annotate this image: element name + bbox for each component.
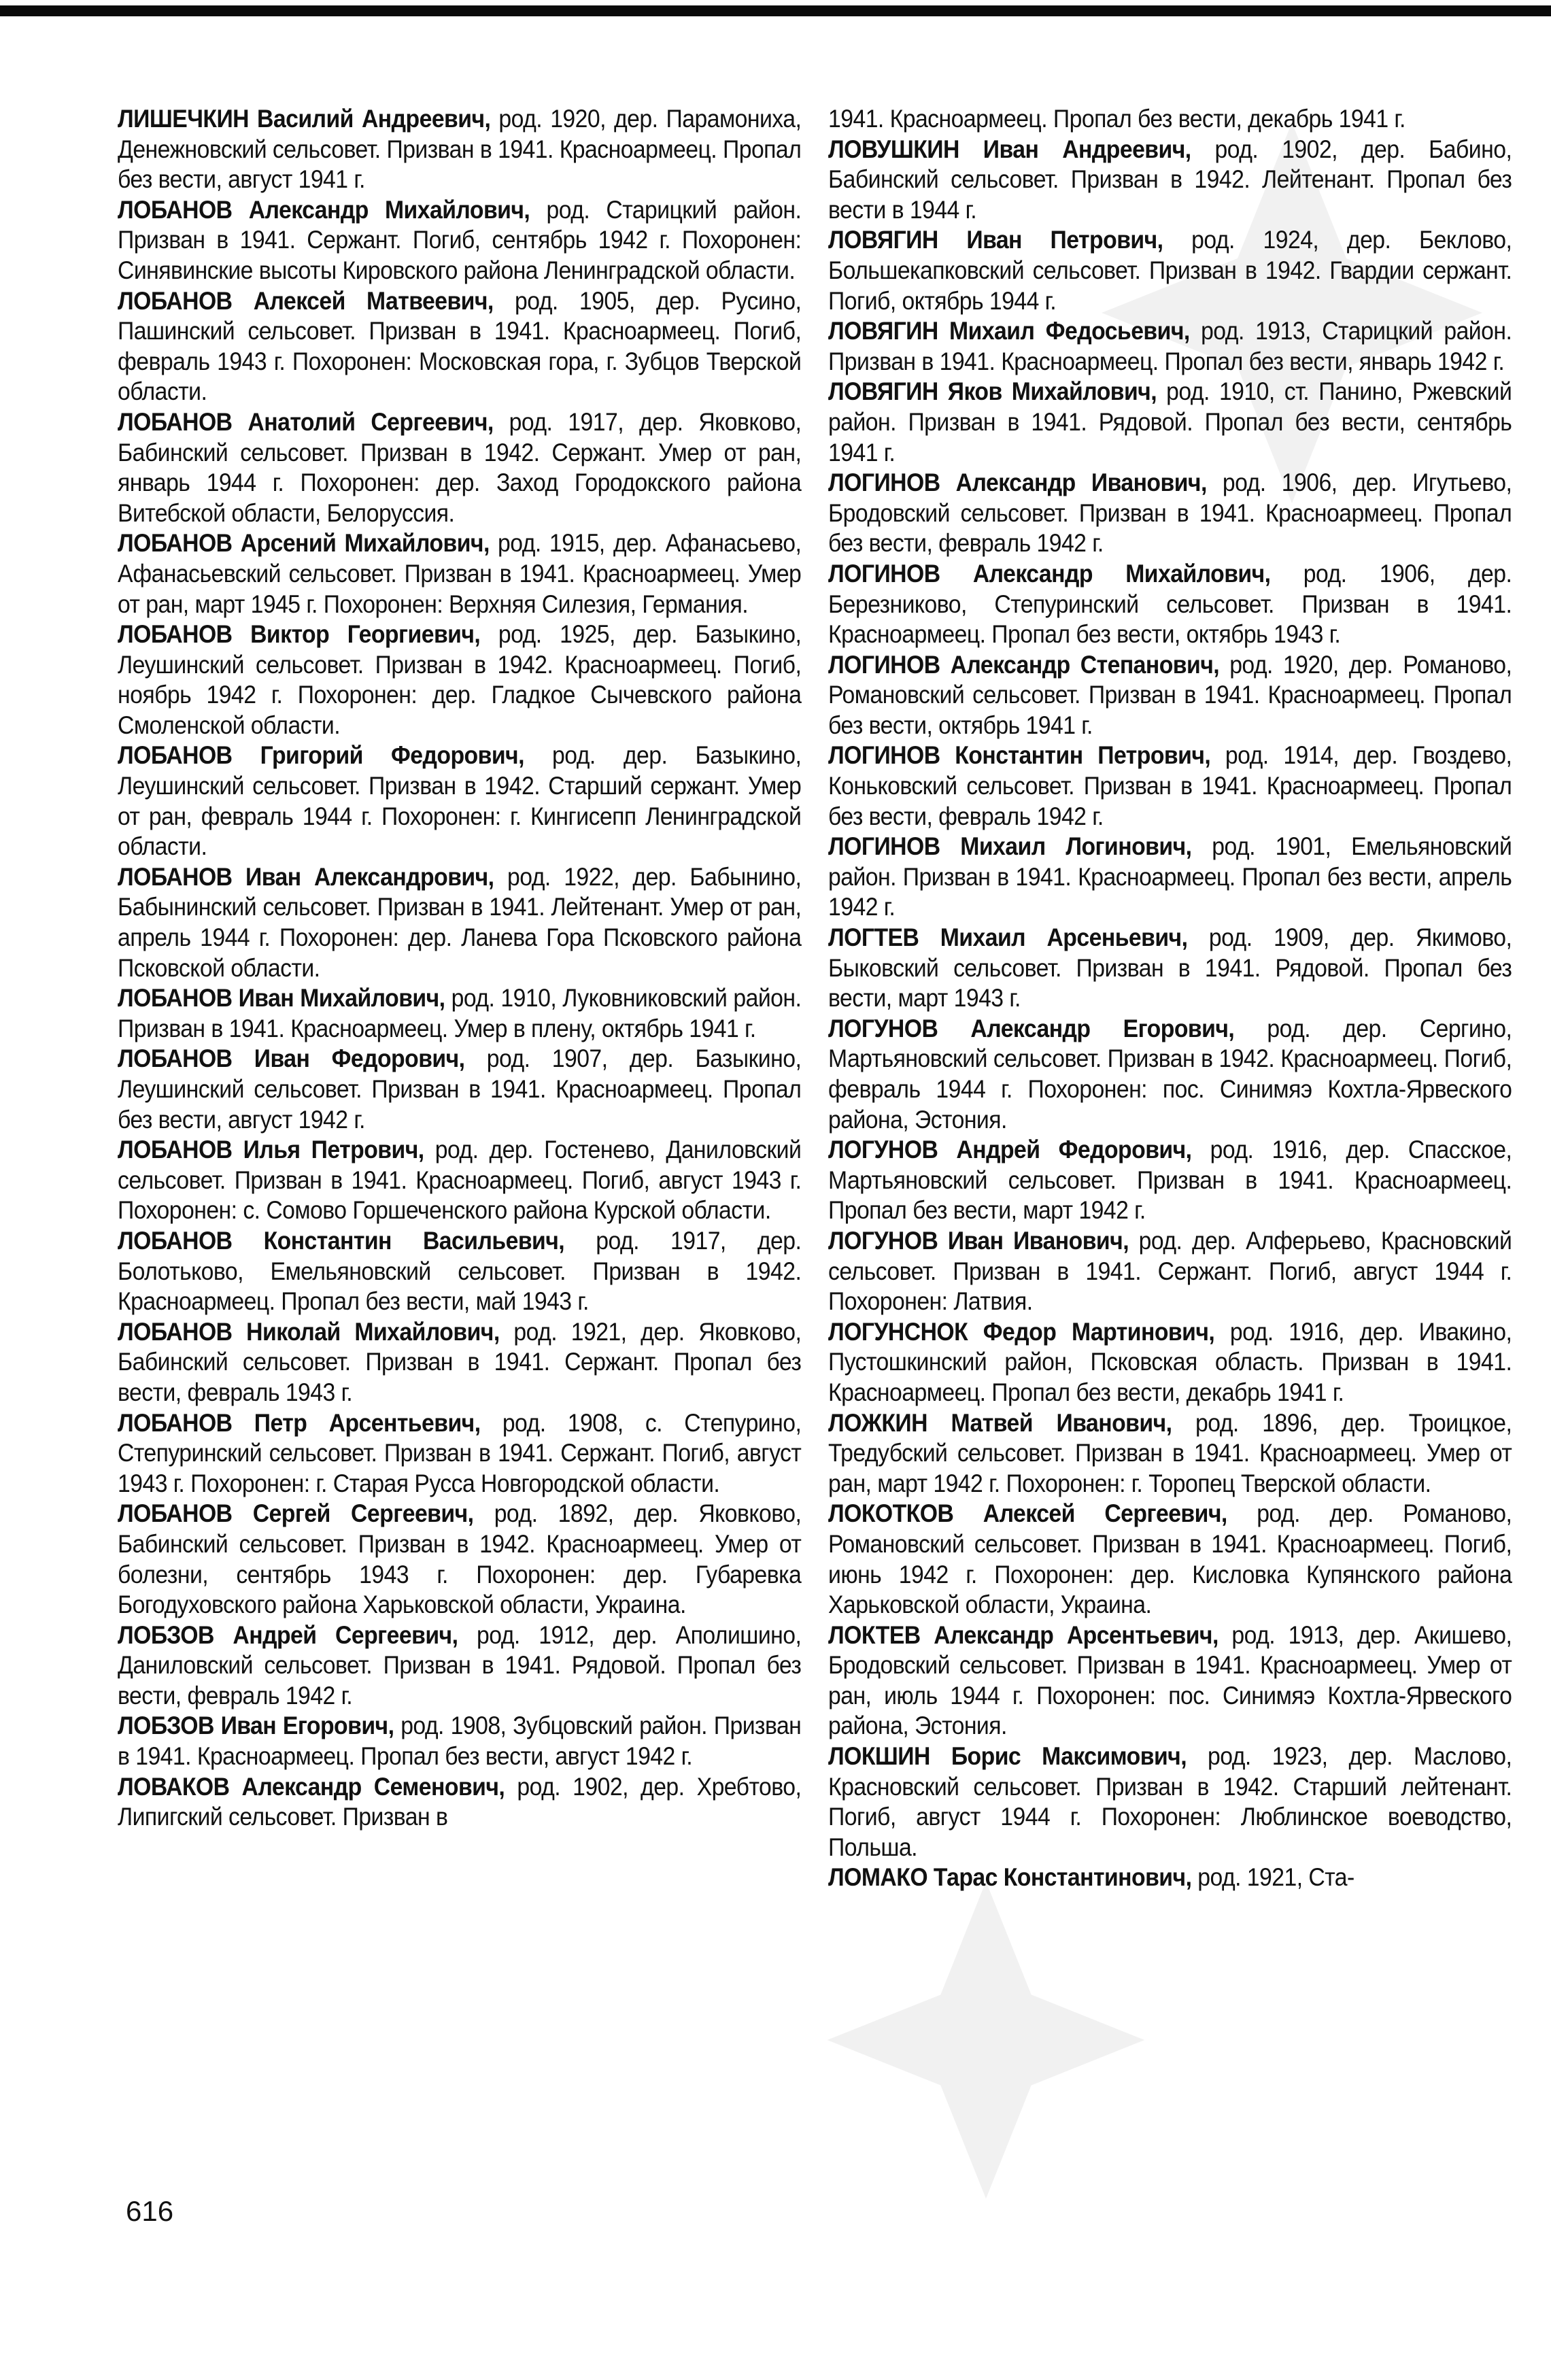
entry-text: род. дер. Алферьево, Красновский сельсовет. Призван в 1941. Сержант. Погиб, август 1944 г. Похоронен: Латвия. — [828, 1225, 1512, 1316]
entry-name: ЛОВАКОВ Александр Семенович, — [118, 1771, 505, 1801]
list-item — [828, 1134, 1512, 1225]
entry-name: ЛОКТЕВ Александр Арсентьевич, — [828, 1620, 1218, 1649]
entry-name: ЛОБАНОВ Григорий Федорович, — [118, 741, 524, 770]
entry-text: род. 1896, дер. Троицкое, Тредубский сельсовет. Призван в 1941. Красноармеец. Умер от ран, март 1942 г. Похоронен: г. Торопец Тверской области. — [828, 1408, 1512, 1497]
entry-name: ЛОБАНОВ Арсений Михайлович, — [118, 528, 490, 558]
entry-text: род. 1902, дер. Бабино, Бабинский сельсовет. Призван в 1942. Лейтенант. Пропал без вести в 1944 г. — [828, 134, 1512, 224]
entry-text: род. 1910, ст. Панино, Ржевский район. Призван в 1941. Рядовой. Пропал без вести, сентябрь 1941 г. — [828, 377, 1512, 466]
list-item — [118, 1498, 801, 1619]
entry-text: род. дер. Романово, Романовский сельсовет. Призван в 1941. Красноармеец. Погиб, июнь 1942 г. Похоронен: дер. Кисловка Купянского района Харьковской области, Украина. — [828, 1499, 1512, 1619]
page-number: 616 — [126, 2195, 174, 2227]
page-top-border — [0, 5, 1551, 16]
entry-text: род. 1920, дер. Романово, Романовский сельсовет. Призван в 1941. Красноармеец. Пропал без вести, октябрь 1941 г. — [828, 649, 1512, 739]
entry-name: ЛОБАНОВ Алексей Матвеевич, — [118, 286, 494, 315]
entry-name: ЛОБЗОВ Иван Егорович, — [118, 1711, 394, 1740]
entry-text: род. 1906, дер. Березниково, Степуринский сельсовет. Призван в 1941. Красноармеец. Пропал без вести, октябрь 1943 г. — [828, 558, 1512, 649]
list-item — [828, 1862, 1512, 1892]
entry-text: род. 1921, Ста- — [1191, 1863, 1354, 1892]
entry-name: ЛОБАНОВ Сергей Сергеевич, — [118, 1499, 474, 1528]
list-item — [118, 983, 801, 1043]
entry-text: род. 1908, с. Степурино, Степуринский сельсовет. Призван в 1941. Сержант. Погиб, август 1943 г. Похоронен: г. Старая Русса Новгородской области. — [118, 1408, 802, 1497]
entry-text: род. 1915, дер. Афанасьево, Афанасьевский сельсовет. Призван в 1941. Красноармеец. Умер от ран, март 1945 г. Похоронен: Верхняя Силезия, Германия. — [118, 528, 802, 618]
entry-name: ЛОГИНОВ Александр Иванович, — [828, 468, 1207, 497]
entry-text: 1941. Красноармеец. Пропал без вести, декабрь 1941 г. — [828, 104, 1405, 133]
list-item — [828, 1316, 1512, 1408]
entry-text: род. 1907, дер. Базыкино, Леушинский сельсовет. Призван в 1941. Красноармеец. Пропал без вести, август 1942 г. — [118, 1044, 802, 1134]
entry-name: ЛОГУНОВ Андрей Федорович, — [828, 1135, 1192, 1164]
entry-name: ЛОБАНОВ Константин Васильевич, — [118, 1225, 565, 1255]
list-item — [828, 922, 1512, 1013]
entry-text: род. 1922, дер. Бабынино, Бабынинский сельсовет. Призван в 1941. Лейтенант. Умер от ран, апрель 1944 г. Похоронен: дер. Ланева Гора Псковского района Псковской области. — [118, 862, 802, 982]
list-item — [118, 528, 801, 619]
entry-text: род. 1909, дер. Якимово, Быковский сельсовет. Призван в 1941. Рядовой. Пропал без вести, март 1943 г. — [828, 923, 1512, 1013]
entry-text: род. 1902, дер. Хребтово, Липигский сельсовет. Призван в — [118, 1771, 802, 1831]
list-item — [828, 831, 1512, 922]
entry-name: ЛОВЯГИН Иван Петрович, — [828, 225, 1163, 254]
entry-text: род. 1905, дер. Русино, Пашинский сельсовет. Призван в 1941. Красноармеец. Погиб, февраль 1943 г. Похоронен: Московская гора, г. Зубцов Тверской области. — [118, 286, 802, 406]
entry-name: ЛИШЕЧКИН Василий Андреевич, — [118, 104, 491, 133]
list-item — [828, 316, 1512, 376]
entry-text: род. 1892, дер. Яковково, Бабинский сельсовет. Призван в 1942. Красноармеец. Умер от болезни, сентябрь 1943 г. Похоронен: дер. Губаревка Богодуховского района Харьковской области, Украина. — [118, 1499, 802, 1619]
list-item — [118, 286, 801, 407]
entry-name: ЛОГУНОВ Александр Егорович, — [828, 1013, 1235, 1042]
list-item — [828, 1620, 1512, 1741]
entry-name: ЛОБАНОВ Анатолий Сергеевич, — [118, 407, 494, 436]
entry-name: ЛОГИНОВ Александр Степанович, — [828, 649, 1220, 679]
entry-name: ЛОБАНОВ Иван Михайлович, — [118, 983, 445, 1013]
list-item — [828, 376, 1512, 467]
entry-text: род. 1906, дер. Игутьево, Бродовский сельсовет. Призван в 1941. Красноармеец. Пропал без вести, февраль 1942 г. — [828, 468, 1512, 558]
list-item — [118, 862, 801, 983]
entry-name: ЛОМАКО Тарас Константинович, — [828, 1863, 1192, 1892]
entry-text: род. 1924, дер. Беклово, Большекапковский сельсовет. Призван в 1942. Гвардии сержант. Погиб, октябрь 1944 г. — [828, 225, 1512, 315]
entry-name: ЛОГИНОВ Константин Петрович, — [828, 741, 1211, 770]
entry-name: ЛОВЯГИН Яков Михайлович, — [828, 377, 1157, 406]
entry-name: ЛОБАНОВ Виктор Георгиевич, — [118, 619, 481, 649]
list-item — [828, 134, 1512, 225]
list-item — [828, 1741, 1512, 1862]
entry-text: род. 1908, Зубцовский район. Призван в 1941. Красноармеец. Пропал без вести, август 1942 г. — [118, 1711, 802, 1771]
list-item — [828, 1408, 1512, 1499]
left-column — [118, 103, 801, 1832]
right-column — [828, 103, 1512, 1892]
list-item — [118, 1134, 801, 1225]
entry-name: ЛОВУШКИН Иван Андреевич, — [828, 134, 1191, 163]
entry-text: род. 1920, дер. Парамониха, Денежновский сельсовет. Призван в 1941. Красноармеец. Пропал без вести, август 1941 г. — [118, 104, 802, 194]
entry-text: род. 1916, дер. Спасское, Мартьяновский сельсовет. Призван в 1941. Красноармеец. Пропал без вести, март 1942 г. — [828, 1135, 1512, 1225]
entry-name: ЛОЖКИН Матвей Иванович, — [828, 1408, 1172, 1437]
list-item — [118, 1408, 801, 1499]
entry-name: ЛОГУНОВ Иван Иванович, — [828, 1225, 1129, 1255]
list-item — [828, 1013, 1512, 1134]
entry-text: род. дер. Базыкино, Леушинский сельсовет. Призван в 1942. Старший сержант. Умер от ран, февраль 1944 г. Похоронен: г. Кингисепп Ленинградской области. — [118, 741, 802, 861]
entry-name: ЛОГИНОВ Михаил Логинович, — [828, 832, 1192, 861]
list-item — [118, 619, 801, 740]
entry-text: род. 1917, дер. Болотьково, Емельяновский сельсовет. Призван в 1942. Красноармеец. Пропал без вести, май 1943 г. — [118, 1225, 802, 1316]
entry-text: род. 1923, дер. Маслово, Красновский сельсовет. Призван в 1942. Старший лейтенант. Погиб, август 1944 г. Похоронен: Люблинское воеводство, Польша. — [828, 1741, 1512, 1861]
list-item — [118, 407, 801, 528]
list-item — [118, 1620, 801, 1711]
entry-name: ЛОБАНОВ Илья Петрович, — [118, 1135, 424, 1164]
list-item — [828, 224, 1512, 316]
list-item — [828, 103, 1512, 134]
entry-name: ЛОГУНСНОК Федор Мартинович, — [828, 1316, 1215, 1346]
entry-text: род. 1910, Луковниковский район. Призван в 1941. Красноармеец. Умер в плену, октябрь 1941 г. — [118, 983, 802, 1042]
list-item — [828, 649, 1512, 741]
entry-name: ЛОКОТКОВ Алексей Сергеевич, — [828, 1499, 1227, 1528]
entry-text: род. 1912, дер. Аполишино, Даниловский сельсовет. Призван в 1941. Рядовой. Пропал без вести, февраль 1942 г. — [118, 1620, 802, 1710]
entry-name: ЛОГТЕВ Михаил Арсеньевич, — [828, 923, 1188, 952]
entry-name: ЛОБАНОВ Петр Арсентьевич, — [118, 1408, 481, 1437]
list-item — [118, 103, 801, 194]
list-item — [828, 558, 1512, 649]
list-item — [828, 467, 1512, 558]
entry-text: род. Старицкий район. Призван в 1941. Сержант. Погиб, сентябрь 1942 г. Похоронен: Синявинские высоты Кировского района Ленинградской области. — [118, 194, 802, 284]
entry-name: ЛОВЯГИН Михаил Федосьевич, — [828, 316, 1190, 345]
entry-text: род. дер. Сергино, Мартьяновский сельсовет. Призван в 1942. Красноармеец. Погиб, февраль 1944 г. Похоронен: пос. Синимяэ Кохтла-Ярвеского района, Эстония. — [828, 1013, 1512, 1134]
entry-name: ЛОБАНОВ Николай Михайлович, — [118, 1316, 500, 1346]
list-item — [828, 1498, 1512, 1619]
entry-text: род. дер. Гостенево, Даниловский сельсовет. Призван в 1941. Красноармеец. Погиб, август 1943 г. Похоронен: с. Сомово Горшеченского района Курской области. — [118, 1135, 802, 1225]
list-item — [118, 1771, 801, 1832]
entry-name: ЛОКШИН Борис Максимович, — [828, 1741, 1187, 1771]
entry-text: род. 1916, дер. Ивакино, Пустошкинский район, Псковская область. Призван в 1941. Красноармеец. Пропал без вести, декабрь 1941 г. — [828, 1316, 1512, 1406]
list-item — [828, 740, 1512, 831]
list-item — [118, 194, 801, 286]
list-item — [118, 1225, 801, 1316]
entry-text: род. 1913, дер. Акишево, Бродовский сельсовет. Призван в 1941. Красноармеец. Умер от ран, июль 1944 г. Похоронен: пос. Синимяэ Кохтла-Ярвеского района, Эстония. — [828, 1620, 1512, 1740]
entry-text: род. 1913, Старицкий район. Призван в 1941. Красноармеец. Пропал без вести, январь 1942 г. — [828, 316, 1512, 375]
list-item — [118, 1710, 801, 1771]
watermark-emblem-icon — [816, 1870, 1156, 2210]
entry-name: ЛОБАНОВ Иван Федорович, — [118, 1044, 465, 1073]
list-item — [118, 740, 801, 861]
entry-text: род. 1914, дер. Гвоздево, Коньковский сельсовет. Призван в 1941. Красноармеец. Пропал без вести, февраль 1942 г. — [828, 741, 1512, 830]
entry-text: род. 1917, дер. Яковково, Бабинский сельсовет. Призван в 1942. Сержант. Умер от ран, январь 1944 г. Похоронен: дер. Заход Городокского района Витебской области, Белоруссия. — [118, 407, 802, 527]
entry-text: род. 1921, дер. Яковково, Бабинский сельсовет. Призван в 1941. Сержант. Пропал без вести, февраль 1943 г. — [118, 1316, 802, 1406]
entry-name: ЛОГИНОВ Александр Михайлович, — [828, 558, 1271, 588]
entry-name: ЛОБЗОВ Андрей Сергеевич, — [118, 1620, 458, 1649]
list-item — [118, 1316, 801, 1408]
entry-text: род. 1925, дер. Базыкино, Леушинский сельсовет. Призван в 1942. Красноармеец. Погиб, ноябрь 1942 г. Похоронен: дер. Гладкое Сычевского района Смоленской области. — [118, 619, 802, 739]
list-item — [118, 1043, 801, 1134]
entry-name: ЛОБАНОВ Александр Михайлович, — [118, 194, 530, 224]
entry-name: ЛОБАНОВ Иван Александрович, — [118, 862, 494, 891]
list-item — [828, 1225, 1512, 1316]
entry-text: род. 1901, Емельяновский район. Призван в 1941. Красноармеец. Пропал без вести, апрель 1942 г. — [828, 832, 1512, 921]
